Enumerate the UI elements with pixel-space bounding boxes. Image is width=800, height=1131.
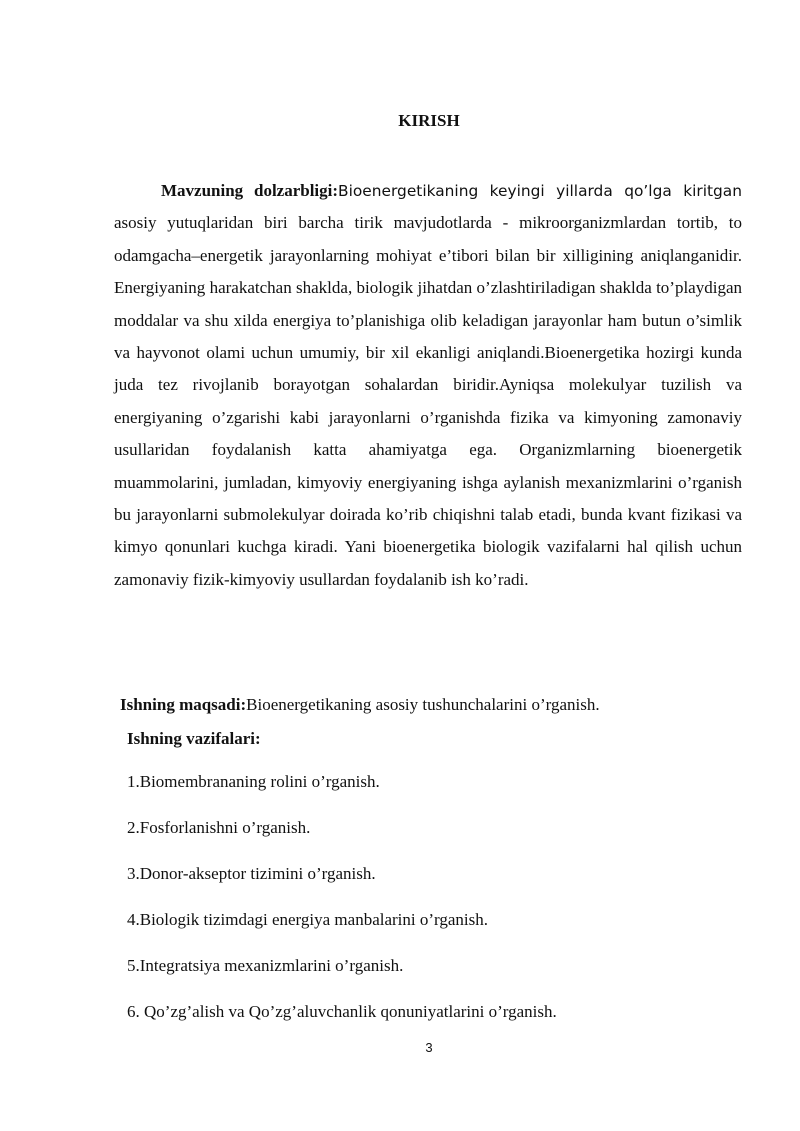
task-item: 3.Donor-akseptor tizimini o’rganish. [127,864,376,883]
task-item: 5.Integratsiya mexanizmlarini o’rganish. [127,956,404,975]
tasks-heading: Ishning vazifalari: [127,729,261,748]
relevance-lead-text: Bioenergetikaning keyingi yillarda qo’lga kiritgan [338,182,742,200]
relevance-body: asosiy yutuqlaridan biri barcha tirik mavjudotlarda - mikroorganizmlardan tortib, to odamgacha–energetik jarayonlarning mohiyat e’tibori bilan bir xilligining aniqlanganidir. Energiyaning harakatchan shaklda, biologik jihatdan o’zlashtiriladigan shaklda to’playdigan moddalar va shu xilda energiya to’planishiga olib keladigan jarayonlar ham butun o’simlik va hayvonot olami uchun umumiy, bir xil ekanligi aniqlandi.Bioenergetika hozirgi kunda juda tez rivojlanib borayotgan sohalardan biridir.Ayniqsa molekulyar tuzilish va energiyaning o’zgarishi kabi jarayonlarni o’rganishda fizika va kimyoning zamonaviy usullaridan foydalanish katta ahamiyatga ega. Organizmlarning bioenergetik muammolarini, jumladan, kimyoviy energiyaning ishga aylanish mexanizmlarini o’rganish bu jarayonlarni submolekulyar doirada ko’rib chiqishni talab etadi, bunda kvant fizikasi va kimyo qonunlari kuchga kiradi. Yani bioenergetika biologik vazifalarni hal qilish uchun zamonaviy fizik-kimyoviy usullardan foydalanib ish ko’radi. [114,213,742,589]
task-item: 6. Qo’zg’alish va Qo’zg’aluvchanlik qonuniyatlarini o’rganish. [127,1002,557,1021]
relevance-paragraph [114,175,742,596]
relevance-label: Mavzuning dolzarbligi: [161,181,339,200]
task-item: 1.Biomembrananing rolini o’rganish. [127,772,380,791]
goal-line [120,694,600,716]
goal-text: Bioenergetikaning asosiy tushunchalarini o’rganish. [246,695,600,714]
task-item: 4.Biologik tizimdagi energiya manbalarini o’rganish. [127,910,489,929]
section-title: KIRISH [398,111,460,130]
goal-label: Ishning maqsadi: [120,695,247,714]
task-item: 2.Fosforlanishni o’rganish. [127,818,311,837]
page-number: 3 [425,1040,433,1055]
